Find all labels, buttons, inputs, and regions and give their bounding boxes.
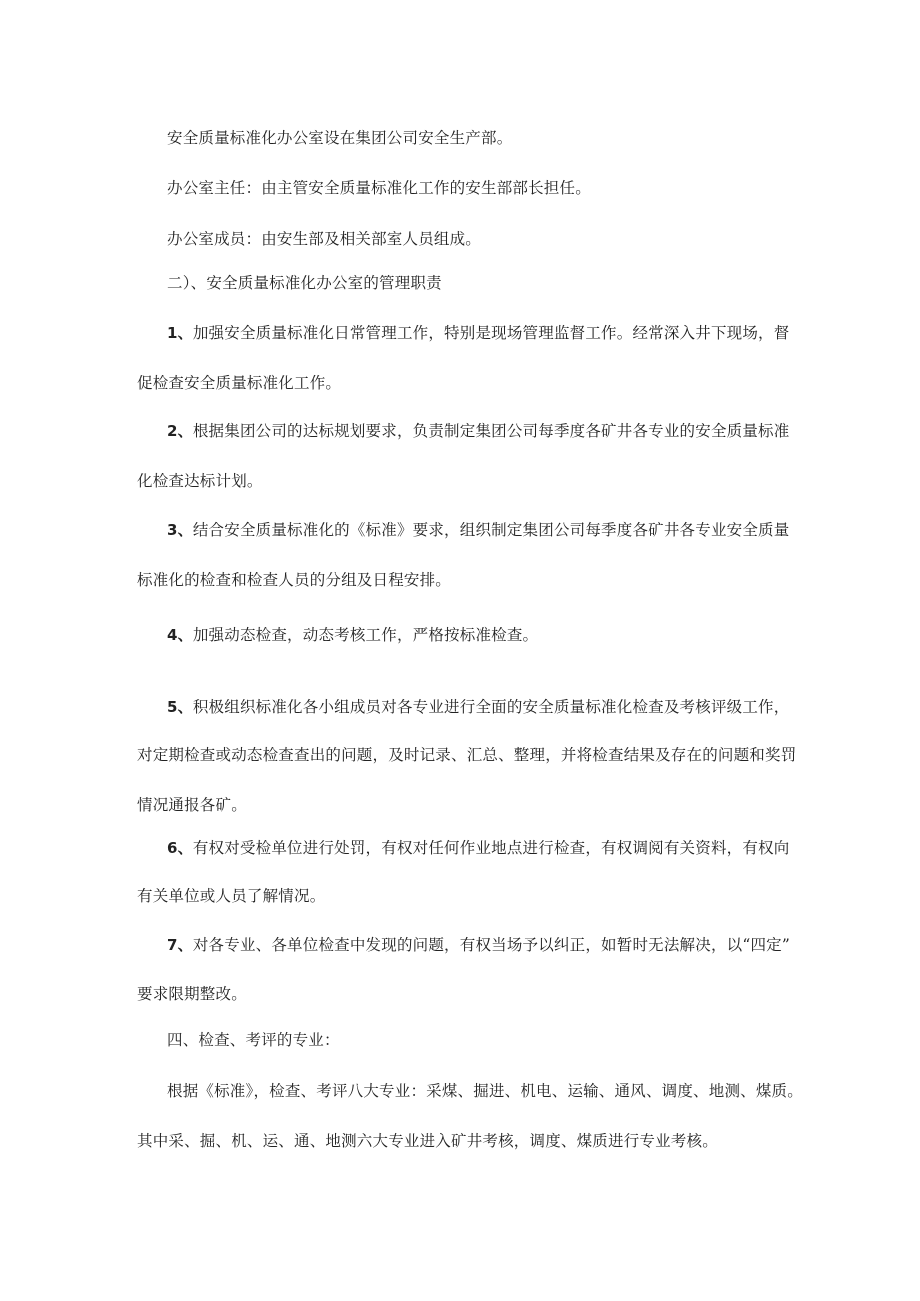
item-text: 积极组织标准化各小组成员对各专业进行全面的安全质量标准化检查及考核评级工作，: [192, 698, 790, 716]
duty-item-2: [167, 420, 789, 442]
item-number: 1、: [167, 324, 193, 342]
office-director-line: 办公室主任：由主管安全质量标准化工作的安生部部长担任。: [167, 179, 591, 197]
duty-item-5-continued-2: 情况通报各矿。: [137, 796, 247, 814]
duty-item-5-continued: 对定期检查或动态检查查出的问题，及时记录、汇总、整理，并将检查结果及存在的问题和奖罚: [137, 746, 797, 764]
section-heading-inspection-specialties: 四、检查、考评的专业：: [167, 1031, 340, 1049]
item-number: 2、: [167, 422, 193, 440]
item-text: 结合安全质量标准化的《标准》要求，组织制定集团公司每季度各矿井各专业安全质量: [192, 521, 790, 539]
item-number: 4、: [167, 626, 193, 644]
office-location-line: 安全质量标准化办公室设在集团公司安全生产部。: [167, 129, 513, 147]
specialties-line-continued: 其中采、掘、机、运、通、地测六大专业进入矿井考核，调度、煤质进行专业考核。: [137, 1132, 718, 1150]
specialties-line: 根据《标准》，检查、考评八大专业：采煤、掘进、机电、运输、通风、调度、地测、煤质。: [167, 1082, 803, 1100]
item-text: 加强动态检查，动态考核工作，严格按标准检查。: [192, 626, 539, 644]
office-members-line: 办公室成员：由安生部及相关部室人员组成。: [167, 230, 482, 248]
duty-item-7-continued: 要求限期整改。: [137, 985, 247, 1003]
item-number: 7、: [167, 936, 193, 954]
section-heading-duties: 二）、安全质量标准化办公室的管理职责: [167, 274, 442, 292]
duty-item-1-continued: 促检查安全质量标准化工作。: [137, 374, 342, 392]
duty-item-4: [167, 624, 538, 646]
duty-item-3-continued: 标准化的检查和检查人员的分组及日程安排。: [137, 571, 452, 589]
duty-item-1: [167, 322, 789, 344]
duty-item-5: [167, 696, 789, 718]
duty-item-7: [167, 934, 790, 956]
item-text: 有权对受检单位进行处罚，有权对任何作业地点进行检查，有权调阅有关资料，有权向: [192, 839, 790, 857]
item-number: 6、: [167, 839, 193, 857]
item-text: 对各专业、各单位检查中发现的问题，有权当场予以纠正，如暂时无法解决，以“四定”: [192, 936, 790, 954]
item-number: 5、: [167, 698, 193, 716]
item-number: 3、: [167, 521, 193, 539]
item-text: 加强安全质量标准化日常管理工作，特别是现场管理监督工作。经常深入井下现场，督: [192, 324, 790, 342]
duty-item-3: [167, 519, 789, 541]
item-text: 根据集团公司的达标规划要求，负责制定集团公司每季度各矿井各专业的安全质量标准: [192, 422, 790, 440]
duty-item-2-continued: 化检查达标计划。: [137, 472, 263, 490]
duty-item-6: [167, 837, 789, 859]
duty-item-6-continued: 有关单位或人员了解情况。: [137, 887, 326, 905]
